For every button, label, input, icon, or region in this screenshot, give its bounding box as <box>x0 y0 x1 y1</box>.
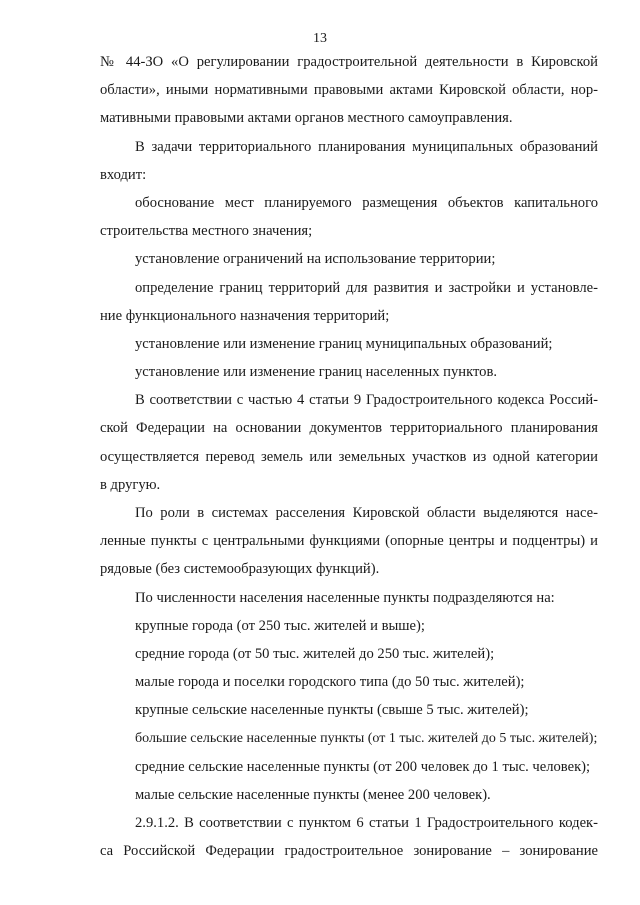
text-line: обоснование мест планируемого размещения объектов капитального <box>135 194 598 211</box>
text-line: строительства местного значения; <box>100 223 313 240</box>
text-line: малые сельские населенные пункты (менее 200 человек). <box>135 786 491 803</box>
text-line: области», иными нормативными правовыми актами Кировской области, нор- <box>100 82 598 99</box>
text-line: В соответствии с частью 4 статьи 9 Градостроительного кодекса Россий- <box>135 392 598 409</box>
text-line: большие сельские населенные пункты (от 1 тыс. жителей до 5 тыс. жителей); <box>135 730 598 746</box>
page-number: 13 <box>313 31 327 46</box>
text-line: крупные города (от 250 тыс. жителей и выше); <box>135 617 425 634</box>
text-line: средние сельские населенные пункты (от 200 человек до 1 тыс. человек); <box>135 758 591 775</box>
text-line: в другую. <box>100 476 161 493</box>
text-line: 2.9.1.2. В соответствии с пунктом 6 статьи 1 Градостроительного кодек- <box>135 815 598 832</box>
text-line: ленные пункты с центральными функциями (опорные центры и подцентры) и <box>100 533 598 550</box>
text-line: рядовые (без системообразующих функций). <box>100 561 380 578</box>
text-line: установление ограничений на использование территории; <box>135 251 496 268</box>
document-body <box>100 48 598 865</box>
text-line: ние функционального назначения территорий; <box>100 307 390 324</box>
text-line: средние города (от 50 тыс. жителей до 250 тыс. жителей); <box>135 645 495 662</box>
text-line: са Российской Федерации градостроительное зонирование – зонирование <box>100 843 598 860</box>
text-line: установление или изменение границ населенных пунктов. <box>135 364 498 381</box>
text-line: крупные сельские населенные пункты (свыше 5 тыс. жителей); <box>135 702 529 719</box>
text-line: В задачи территориального планирования муниципальных образований <box>135 138 598 155</box>
text-line: определение границ территорий для развития и застройки и установле- <box>135 279 598 296</box>
text-line: № 44-ЗО «О регулировании градостроительной деятельности в Кировской <box>100 54 598 70</box>
text-line: По роли в системах расселения Кировской области выделяются насе- <box>135 505 598 521</box>
text-line: ской Федерации на основании документов территориального планирования <box>100 420 598 437</box>
text-line: По численности населения населенные пункты подразделяются на: <box>135 589 555 606</box>
text-line: входит: <box>100 166 147 183</box>
text-line: осуществляется перевод земель или земельных участков из одной категории <box>100 448 598 465</box>
text-line: малые города и поселки городского типа (до 50 тыс. жителей); <box>135 674 525 691</box>
text-line: установление или изменение границ муниципальных образований; <box>135 335 553 352</box>
text-line: мативными правовыми актами органов местного самоуправления. <box>100 110 513 127</box>
